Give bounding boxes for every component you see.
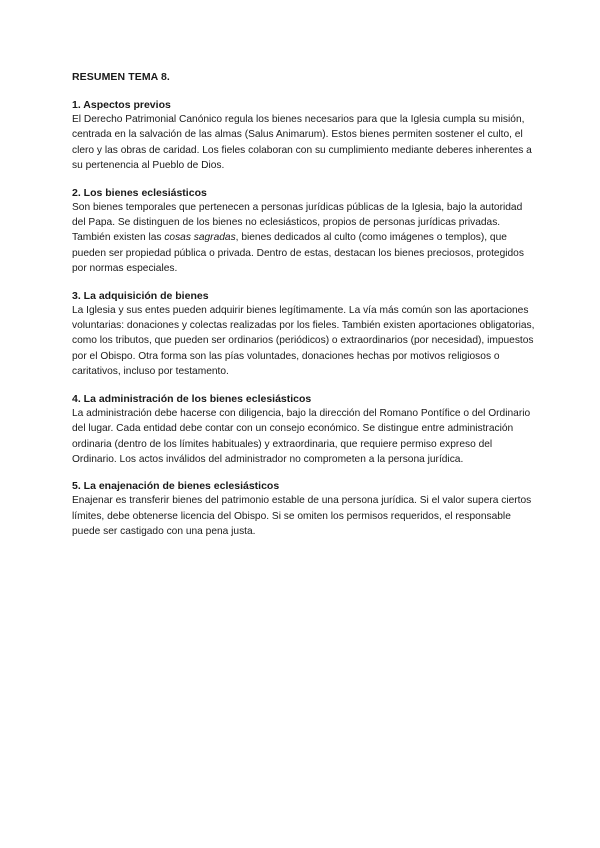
section-body: Enajenar es transferir bienes del patrimonio estable de una persona jurídica. Si el valor supera ciertos límites, debe obtenerse licencia del Obispo. Si se omiten los permisos requeridos, el responsable puede ser castigado con una pena justa. [72,495,532,538]
section-body-text: Son bienes temporales que pertenecen a personas jurídicas públicas de la Iglesia, bajo la autoridad del Papa. Se distinguen de los bienes no eclesiásticos, propios de personas jurídicas privadas. También existen las [72,201,523,244]
section-heading: 4. La administración de los bienes eclesiásticos [72,392,312,405]
section-body: La administración debe hacerse con diligencia, bajo la dirección del Romano Pontífice o del Ordinario del lugar. Cada entidad debe contar con un consejo económico. Se distingue entre administración ordinaria (dentro de los límites habituales) y extraordinaria, que requiere permiso expreso del Ordinario. Los actos inválidos del administrador no comprometen a la persona jurídica. [72,407,531,465]
section-heading: 3. La adquisición de bienes [72,289,209,302]
document-title: RESUMEN TEMA 8. [72,71,170,83]
section-body: La Iglesia y sus entes pueden adquirir bienes legítimamente. La vía más común son las aportaciones voluntarias: donaciones y colectas realizadas por los fieles. También existen aportaciones obligatorias, como los tributos, que pueden ser ordinarios (periódicos) o extraordinarios (por necesidad), impuestos por el Obispo. Otra forma son las pías voluntades, donaciones hechas por motivos religiosos o caritativos, incluso por testamento. [72,304,535,378]
section-bienes-eclesiasticos [72,186,538,277]
section-body-text: , bienes dedicados al culto (como imágenes o templos), que pueden ser propiedad pública o privada. Dentro de estas, destacan los bienes preciosos, protegidos por normas especiales. [72,232,524,275]
section-enajenacion-bienes [72,479,538,539]
section-heading: 5. La enajenación de bienes eclesiásticos [72,480,280,493]
section-heading: 2. Los bienes eclesiásticos [72,186,207,199]
section-administracion-bienes [72,392,538,468]
section-body: El Derecho Patrimonial Canónico regula los bienes necesarios para que la Iglesia cumpla su misión, centrada en la salvación de las almas (Salus Animarum). Estos bienes permiten sostener el culto, el clero y las obras de caridad. Los fieles colaboran con su cumplimiento mediante deberes inherentes a su pertenencia al Pueblo de Dios. [72,114,532,172]
section-heading: 1. Aspectos previos [72,99,171,111]
section-body-emphasis: cosas sagradas [164,232,236,244]
document-page [72,70,538,552]
section-adquisicion-bienes [72,289,538,380]
section-aspectos-previos [72,98,538,174]
section-body [72,200,538,277]
